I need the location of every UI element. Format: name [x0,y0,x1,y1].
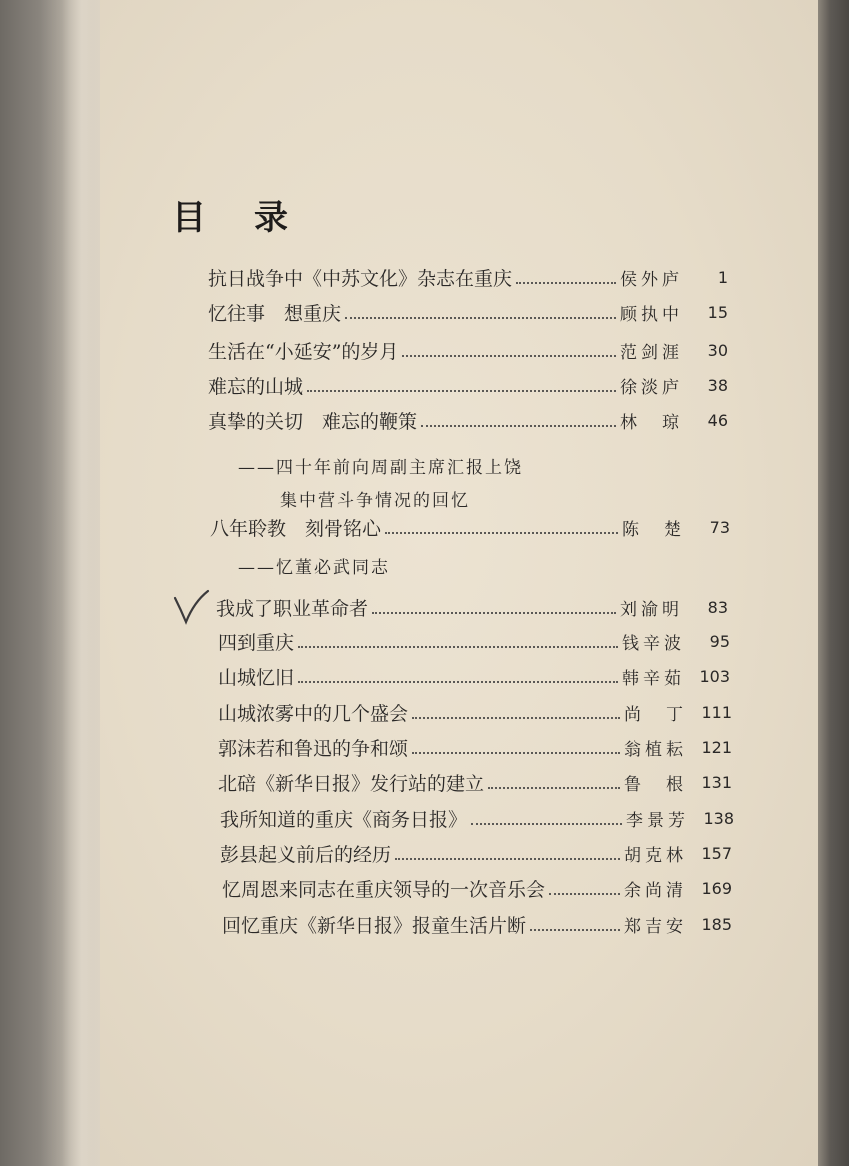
entry-title: 忆往事 想重庆 [208,302,342,325]
book-page [100,0,818,1166]
entry-author: 韩辛茹 [622,668,685,689]
toc-entry [220,803,734,833]
entry-page: 131 [701,772,732,792]
toc-entry [208,335,728,365]
entry-page: 83 [707,597,728,617]
entry-author: 刘渝明 [620,599,683,620]
leader-dots [412,713,620,719]
entry-page: 46 [707,410,728,430]
entry-page: 111 [701,702,732,722]
entry-page: 157 [701,843,732,863]
entry-author: 胡克林 [624,845,687,866]
entry-author: 徐淡庐 [620,377,683,398]
entry-page: 1 [717,267,728,287]
entry-author: 李景芳 [626,810,689,831]
toc-entry [218,767,732,797]
entry-title: 忆周恩来同志在重庆领导的一次音乐会 [222,878,546,901]
leader-dots [372,608,616,614]
leader-dots [421,421,616,427]
entry-page: 169 [701,878,732,898]
entry-title: 真挚的关切 难忘的鞭策 [208,410,418,433]
toc-entry [220,838,732,868]
leader-dots [402,351,616,357]
toc-entry [216,592,728,622]
entry-author: 陈 楚 [622,519,685,540]
entry-title: 我所知道的重庆《商务日报》 [220,808,468,831]
leader-dots [307,386,616,392]
entry-title: 回忆重庆《新华日报》报童生活片断 [222,914,527,937]
page-edge [62,0,102,1166]
toc-entry [218,732,732,762]
toc-entry [218,626,730,656]
leader-dots [385,528,618,534]
entry-author: 钱辛波 [622,633,685,654]
toc-entry [208,297,728,327]
entry-author: 林 琼 [620,412,683,433]
entry-page: 30 [707,340,728,360]
entry-page: 121 [701,737,732,757]
toc-entry [208,370,728,400]
entry-title: 我成了职业革命者 [216,597,369,620]
toc-entry [208,405,728,435]
leader-dots [471,819,622,825]
entry-title: 难忘的山城 [208,375,304,398]
entry-title: 郭沫若和鲁迅的争和颂 [218,737,409,760]
entry-title: 四到重庆 [218,631,295,654]
leader-dots [345,313,616,319]
entry-title: 北碚《新华日报》发行站的建立 [218,772,485,795]
entry-page: 95 [709,631,730,651]
toc-entry [210,512,730,542]
entry-title: 彭县起义前后的经历 [220,843,392,866]
entry-subtitle: ——忆董必武同志 [238,558,390,578]
entry-page: 138 [703,808,734,828]
entry-title: 山城浓雾中的几个盛会 [218,702,409,725]
entry-author: 顾执中 [620,304,683,325]
entry-author: 鲁 根 [624,774,687,795]
leader-dots [298,642,618,648]
entry-author: 范剑涯 [620,342,683,363]
entry-page: 185 [701,914,732,934]
entry-page: 103 [699,666,730,686]
leader-dots [530,925,620,931]
leader-dots [488,783,620,789]
entry-title: 抗日战争中《中苏文化》杂志在重庆 [208,267,513,290]
leader-dots [412,748,620,754]
toc-entry [222,873,732,903]
toc-title: 目录 [172,198,336,238]
handwritten-check-icon [172,588,212,628]
entry-author: 侯外庐 [620,269,683,290]
entry-author: 郑吉安 [624,916,687,937]
leader-dots [395,854,620,860]
entry-author: 翁植耘 [624,739,687,760]
entry-page: 38 [707,375,728,395]
entry-author: 尚 丁 [624,704,687,725]
toc-entry [218,697,732,727]
entry-page: 73 [709,517,730,537]
leader-dots [516,278,616,284]
entry-subtitle: ——四十年前向周副主席汇报上饶 [238,458,523,478]
entry-title: 生活在“小延安”的岁月 [208,340,399,363]
toc-entry [208,262,728,292]
entry-page: 15 [707,302,728,322]
entry-subtitle: 集中营斗争情况的回忆 [280,491,470,511]
entry-title: 八年聆教 刻骨铭心 [210,517,382,540]
leader-dots [298,677,618,683]
entry-author: 余尚清 [624,880,687,901]
toc-entry [222,909,732,939]
toc-entry [218,661,730,691]
leader-dots [549,889,620,895]
entry-title: 山城忆旧 [218,666,295,689]
